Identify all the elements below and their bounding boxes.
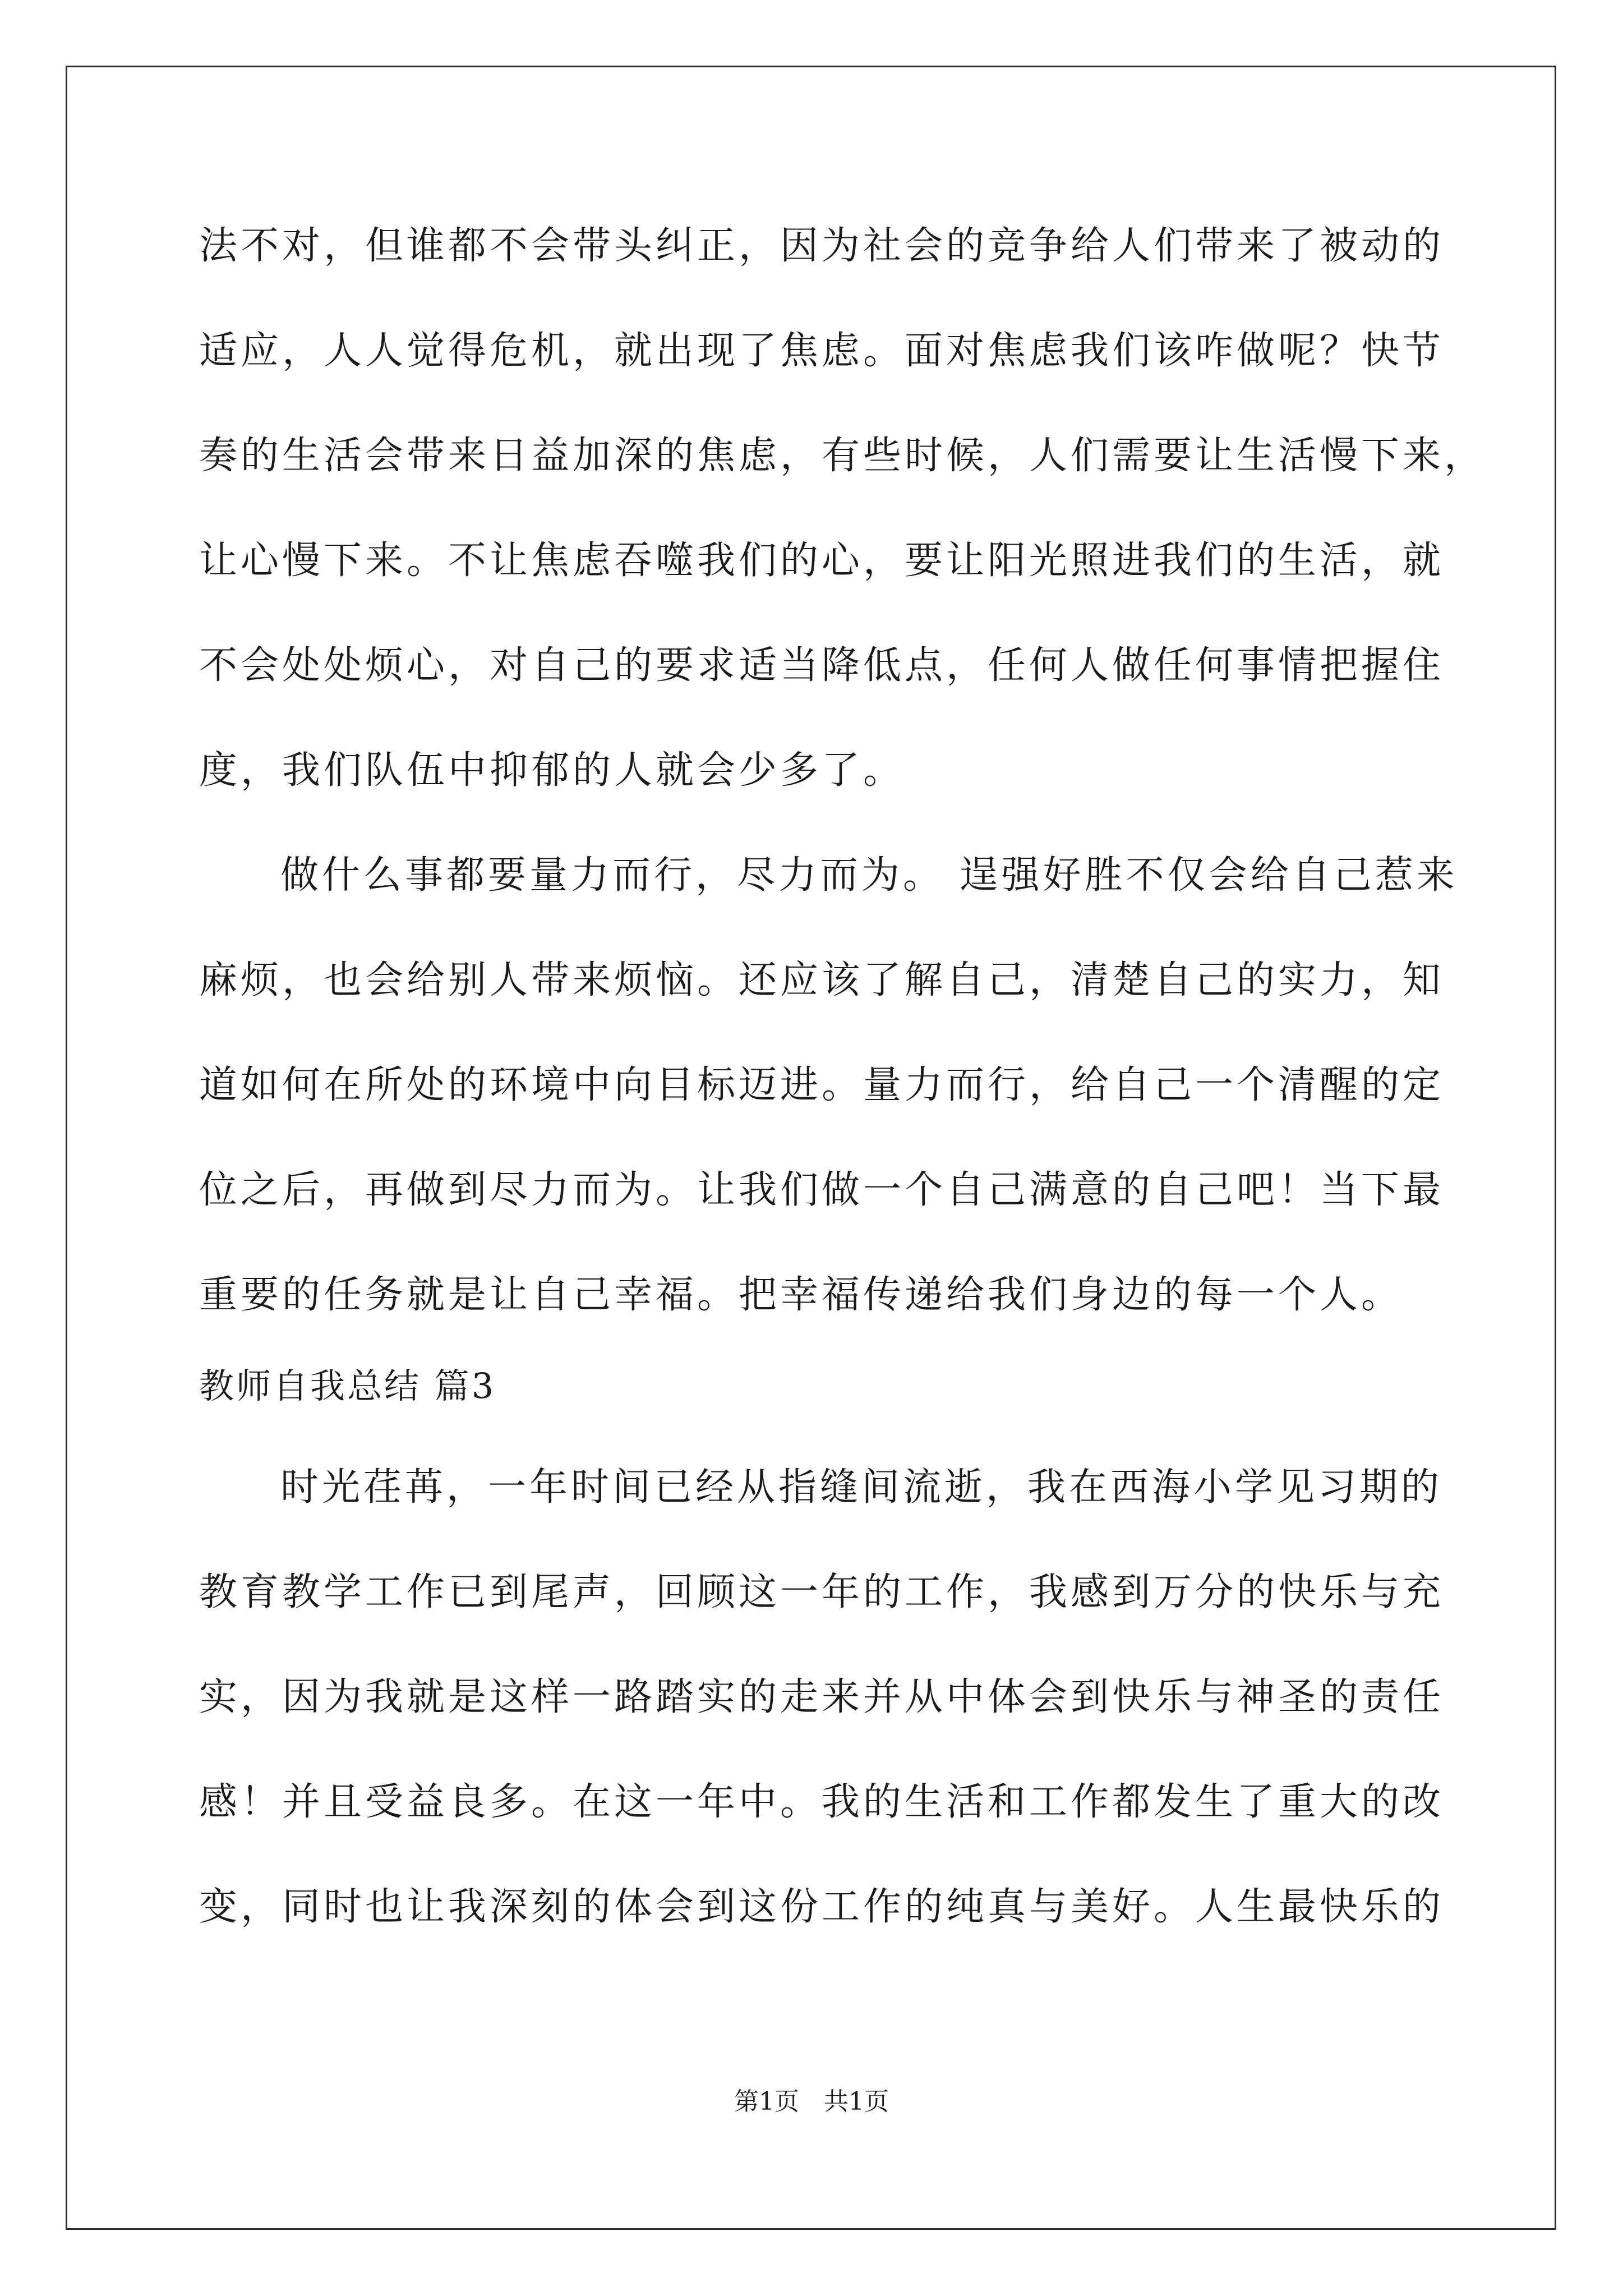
paragraph-1-line-2: 适应，人人觉得危机，就出现了焦虑。面对焦虑我们该咋做呢？快节	[199, 329, 1445, 373]
paragraph-3-line-4: 感！并且受益良多。在这一年中。我的生活和工作都发生了重大的改	[199, 1780, 1445, 1824]
paragraph-1-line-5: 不会处处烦心，对自己的要求适当降低点，任何人做任何事情把握住	[199, 643, 1445, 688]
paragraph-1-line-1: 法不对，但谁都不会带头纠正，因为社会的竞争给人们带来了被动的	[199, 224, 1445, 268]
paragraph-2-line-1: 做什么事都要量力而行，尽力而为。 逞强好胜不仅会给自己惹来	[280, 853, 1458, 898]
paragraph-1-line-4: 让心慢下来。不让焦虑吞噬我们的心，要让阳光照进我们的生活，就	[199, 539, 1445, 583]
paragraph-2-line-4: 位之后，再做到尽力而为。让我们做一个自己满意的自己吧！当下最	[199, 1168, 1445, 1212]
paragraph-2-line-2: 麻烦，也会给别人带来烦恼。还应该了解自己，清楚自己的实力，知	[199, 958, 1445, 1002]
page-footer: 第1页 共1页	[734, 2087, 889, 2116]
paragraph-2-line-5: 重要的任务就是让自己幸福。把幸福传递给我们身边的每一个人。	[199, 1273, 1403, 1317]
paragraph-1-line-6: 度，我们队伍中抑郁的人就会少多了。	[199, 748, 905, 793]
paragraph-3-line-1: 时光荏苒，一年时间已经从指缝间流逝，我在西海小学见习期的	[280, 1465, 1443, 1510]
paragraph-3-line-5: 变，同时也让我深刻的体会到这份工作的纯真与美好。人生最快乐的	[199, 1885, 1445, 1929]
paragraph-1-line-3: 奏的生活会带来日益加深的焦虑，有些时候，人们需要让生活慢下来，	[199, 434, 1486, 478]
paragraph-2-line-3: 道如何在所处的环境中向目标迈进。量力而行，给自己一个清醒的定	[199, 1063, 1445, 1107]
section-heading: 教师自我总结 篇3	[199, 1365, 496, 1406]
paragraph-3-line-3: 实，因为我就是这样一路踏实的走来并从中体会到快乐与神圣的责任	[199, 1675, 1445, 1719]
paragraph-3-line-2: 教育教学工作已到尾声，回顾这一年的工作，我感到万分的快乐与充	[199, 1570, 1445, 1614]
